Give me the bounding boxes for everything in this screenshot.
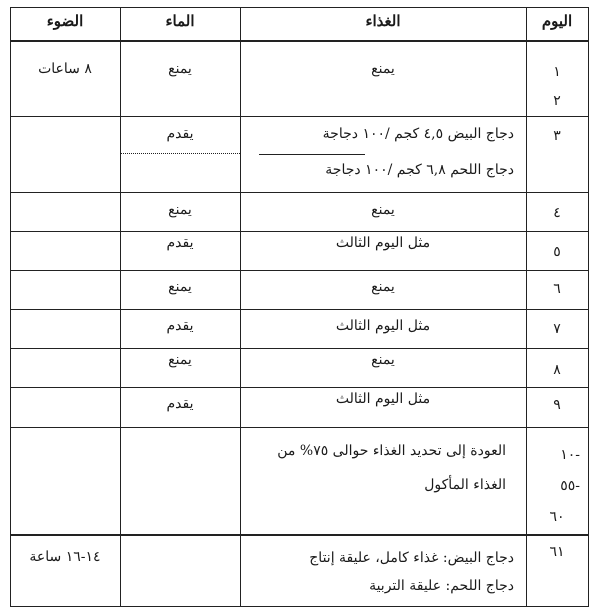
row-separator: [10, 348, 120, 349]
day-cell: ٤: [553, 205, 561, 221]
water-cell: يقدم: [166, 396, 194, 412]
day-cell: ١: [553, 64, 561, 80]
row-separator: [10, 270, 120, 271]
food-underline: [259, 154, 365, 155]
food-cell: يمنع: [371, 61, 395, 77]
food-cell: مثل اليوم الثالث: [335, 235, 431, 251]
food-cell-line-1: دجاج البيض: غذاء كامل، عليقة إنتاج: [309, 550, 514, 566]
header-bottom-border: [10, 40, 589, 42]
day-cell: ٦: [553, 281, 561, 297]
table-left-border: [10, 7, 11, 607]
row-separator: [121, 270, 588, 271]
row-separator: [10, 192, 589, 193]
header-light: الضوء: [46, 12, 84, 30]
water-cell: يمنع: [168, 279, 192, 295]
food-cell-line-2: دجاج اللحم: عليقة التربية: [369, 578, 514, 594]
row-separator: [121, 309, 588, 310]
table-top-border: [10, 7, 589, 8]
day-cell: ٥: [553, 244, 561, 260]
table-bottom-border: [10, 606, 589, 607]
water-cell: يقدم: [166, 318, 194, 334]
food-cell: يمنع: [371, 352, 395, 368]
day-cell: ٢: [553, 93, 561, 109]
light-cell: ٨ ساعات: [38, 61, 92, 77]
header-food: الغذاء: [365, 12, 401, 30]
water-cell: يقدم: [166, 126, 194, 142]
day-cell: -١٠: [560, 447, 580, 463]
row-separator: [10, 116, 589, 117]
light-cell: ١٤-١٦ ساعة: [29, 549, 101, 565]
row-separator: [121, 231, 588, 232]
food-cell-line-1: دجاج البيض ٤,٥ كجم /١٠٠ دجاجة: [322, 126, 514, 142]
food-cell: يمنع: [371, 202, 395, 218]
food-cell-line-1: العودة إلى تحديد الغذاء حوالى ٧٥% من: [277, 443, 506, 459]
day-cell: ٦٠: [549, 509, 565, 525]
food-cell: مثل اليوم الثالث: [335, 391, 431, 407]
forced-molting-table: [10, 7, 589, 607]
col-divider-water-food: [240, 7, 241, 607]
table-right-border: [588, 7, 589, 607]
day-cell: ٧: [553, 321, 561, 337]
row-separator: [10, 427, 589, 428]
food-cell-line-2: دجاج اللحم ٦,٨ كجم /١٠٠ دجاجة: [325, 162, 514, 178]
day-cell: ٨: [553, 362, 561, 378]
water-cell: يمنع: [168, 202, 192, 218]
day-cell: -٥٥: [560, 478, 580, 494]
day-cell: ٦١: [549, 544, 565, 560]
day-cell: ٩: [553, 397, 561, 413]
row-separator: [121, 348, 588, 349]
col-divider-light-water: [120, 7, 121, 607]
day-cell: ٣: [553, 128, 561, 144]
row-separator: [10, 534, 589, 536]
water-cell: يقدم: [166, 235, 194, 251]
food-cell: مثل اليوم الثالث: [335, 318, 431, 334]
food-cell-line-2: الغذاء المأكول: [424, 477, 506, 493]
row-separator: [10, 231, 120, 232]
food-cell: يمنع: [371, 279, 395, 295]
row-separator-dotted: [121, 153, 240, 154]
header-water: الماء: [165, 12, 195, 30]
water-cell: يمنع: [168, 61, 192, 77]
row-separator: [10, 309, 120, 310]
row-separator: [10, 387, 589, 388]
header-day: اليوم: [541, 12, 573, 30]
water-cell: يمنع: [168, 352, 192, 368]
